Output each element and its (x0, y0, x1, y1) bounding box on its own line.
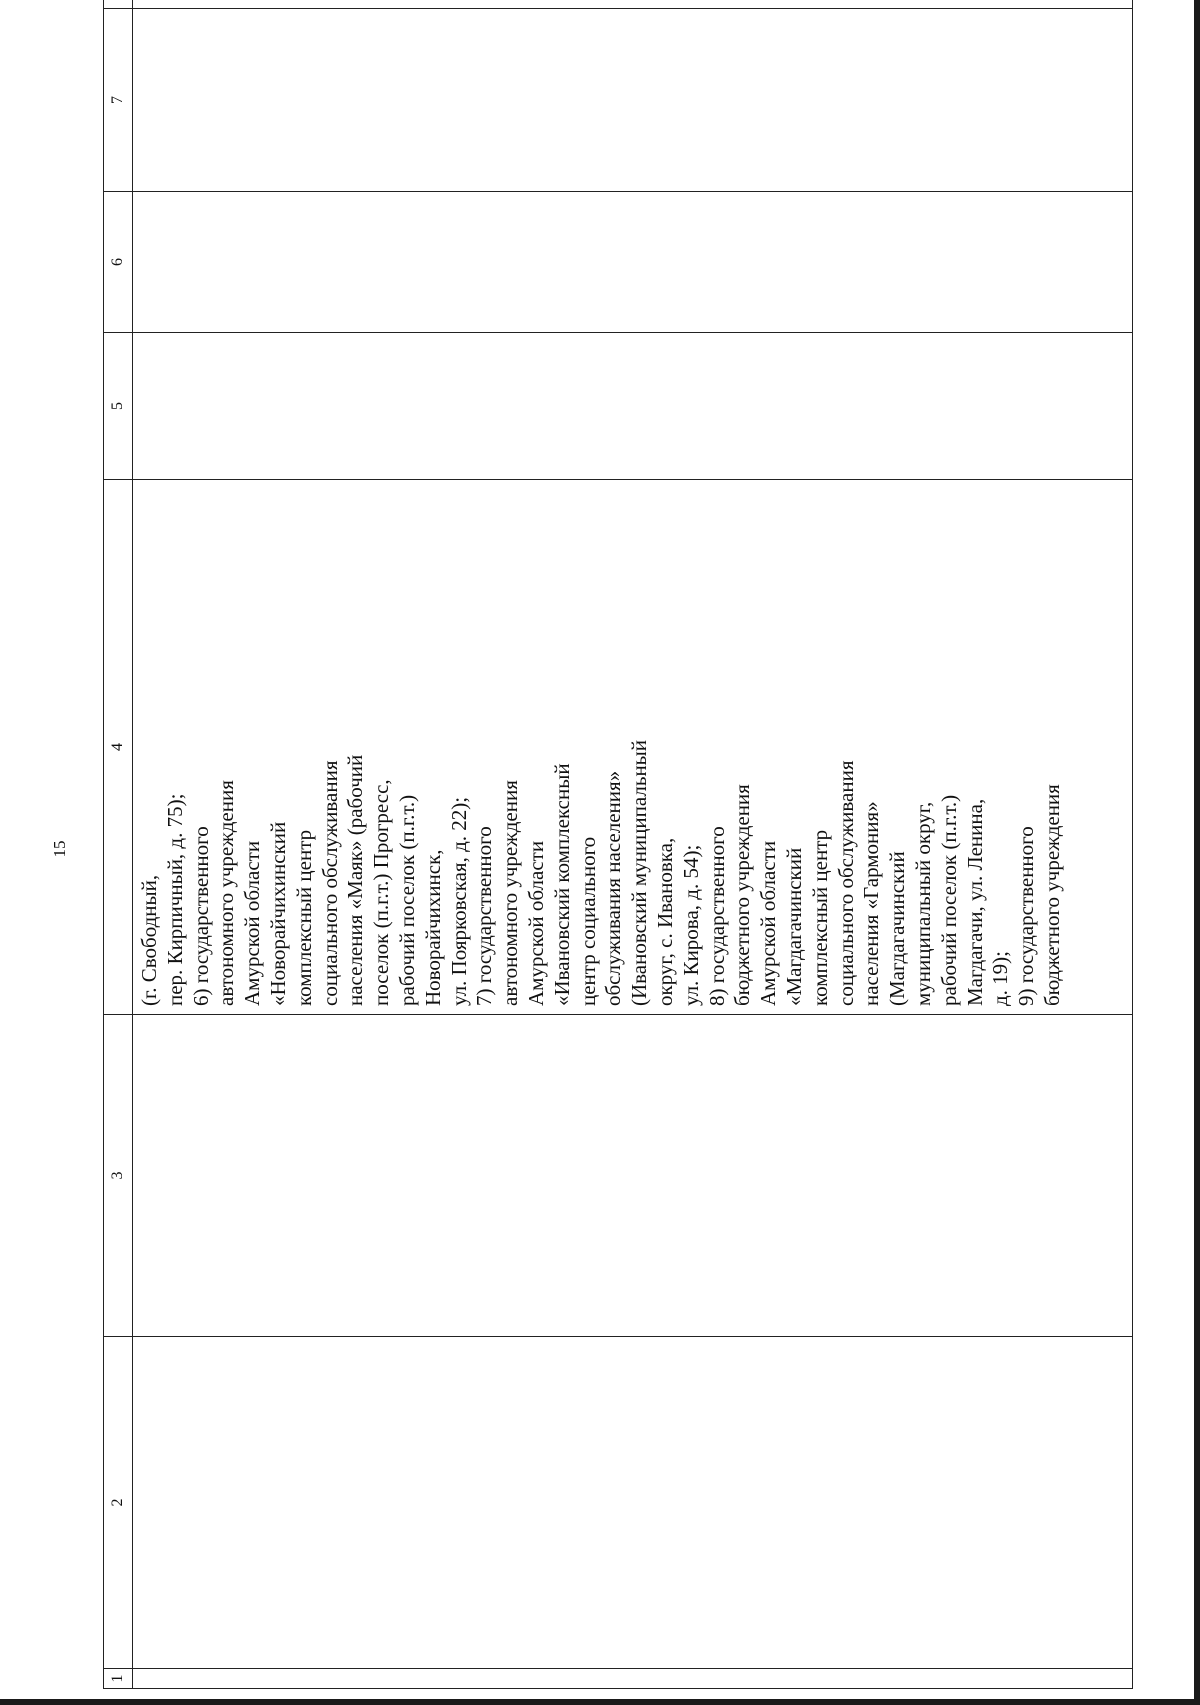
column-number-8 (104, 0, 133, 9)
table-row (133, 0, 1133, 1689)
data-table (103, 0, 1133, 1689)
scan-edge-right (1194, 0, 1200, 1705)
cell-col-2 (133, 1337, 1133, 1669)
scan-edge-bottom (0, 1699, 1200, 1705)
column-number-4: 4 (104, 480, 133, 1015)
cell-col-5 (133, 333, 1133, 480)
column-number-row (104, 0, 133, 1689)
column-number-2: 2 (104, 1337, 133, 1669)
cell-col-6 (133, 192, 1133, 333)
cell-col-1 (133, 1669, 1133, 1689)
cell-col-8 (133, 0, 1133, 9)
cell-col-3 (133, 1015, 1133, 1337)
institutions-list-text: (г. Свободный, пер. Кирпичный, д. 75); 6) государственного автономного учреждения Амурской области «Новорайчихинский комплексный центр социального обслуживания населения «Маяк» (рабочий поселок (п.г.т.) Прогресс, рабочий поселок (п.г.т.) Новорайчихинск, ул. Поярковская, д. 22); 7) государственного автономного учреждения Амурской области «Ивановский комплексный центр социального обслуживания населения» (Ивановский муниципальный округ, с. Ивановка, ул. Кирова, д. 54); 8) государственного бюджетного учреждения Амурской области «Магдагачинский комплексный центр социального обслуживания населения «Гармония» (Магдагачинский муниципальный округ, рабочий поселок (п.г.т.) Магдагачи, ул. Ленина, д. 19); 9) государственного бюджетного учреждения (137, 739, 1064, 1006)
cell-col-4 (133, 480, 1133, 1015)
column-number-6: 6 (104, 192, 133, 333)
column-number-1: 1 (104, 1669, 133, 1689)
rotated-table (103, 37, 1133, 1689)
cell-col-7 (133, 9, 1133, 192)
column-number-3: 3 (104, 1015, 133, 1337)
column-number-5: 5 (104, 333, 133, 480)
page-number-text: 15 (50, 840, 69, 858)
column-number-7: 7 (104, 9, 133, 192)
